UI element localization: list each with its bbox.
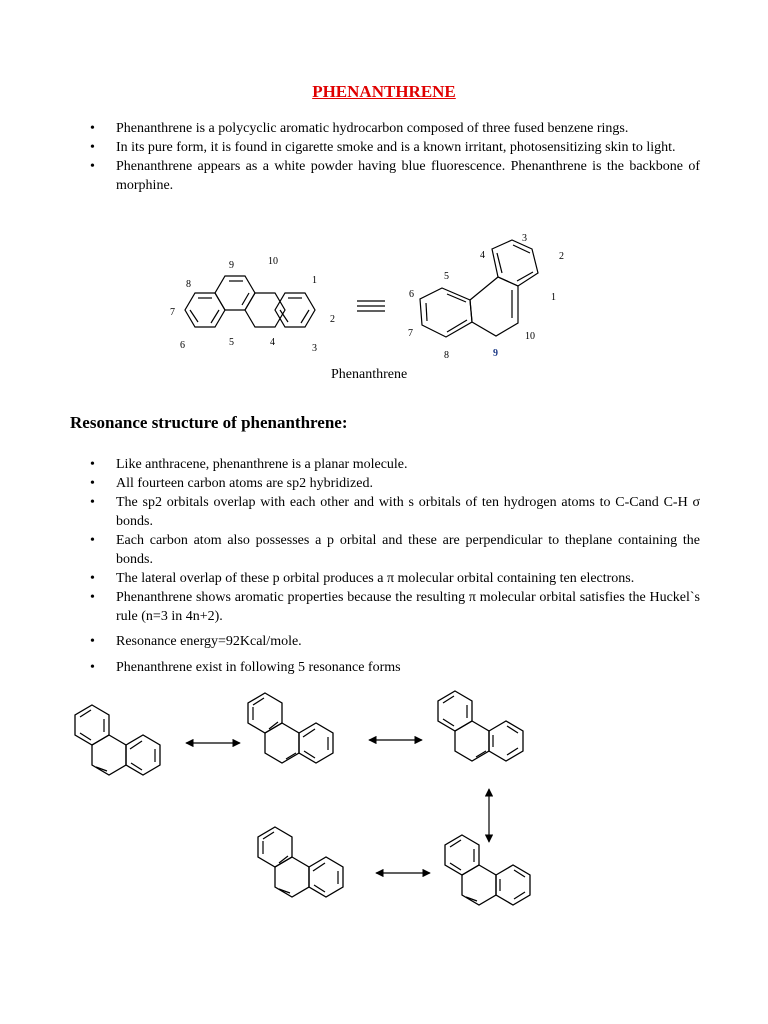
left-label-7: 7: [170, 307, 175, 318]
list-item: • All fourteen carbon atoms are sp2 hybridized.: [90, 474, 700, 493]
list-item: • Phenanthrene is a polycyclic aromatic hydrocarbon composed of three fused benzene rings.: [90, 119, 700, 138]
right-label-6: 6: [409, 289, 414, 300]
right-label-10: 10: [525, 331, 535, 342]
list-item: • The lateral overlap of these p orbital produces a π molecular orbital containing ten electrons.: [90, 569, 700, 588]
list-item: • Like anthracene, phenanthrene is a planar molecule.: [90, 455, 700, 474]
right-label-2: 2: [559, 251, 564, 262]
figure-caption: Phenanthrene: [331, 367, 408, 382]
left-label-6: 6: [180, 340, 185, 351]
left-label-4: 4: [270, 337, 275, 348]
resonance-form-2: [248, 693, 333, 763]
right-label-1: 1: [551, 292, 556, 303]
left-label-8: 8: [186, 279, 191, 290]
list-item: • Each carbon atom also possesses a p orbital and these are perpendicular to theplane containing the bonds.: [90, 531, 700, 569]
resonance-form-5: [445, 835, 530, 905]
list-item: • Phenanthrene appears as a white powder having blue fluorescence. Phenanthrene is the backbone of morphine.: [90, 157, 700, 195]
left-label-2: 2: [330, 314, 335, 325]
page-title: PHENANTHRENE: [312, 82, 456, 101]
left-label-1: 1: [312, 275, 317, 286]
right-label-5: 5: [444, 271, 449, 282]
list-item: • The sp2 orbitals overlap with each other and with s orbitals of ten hydrogen atoms to C-Cand C-H σ bonds.: [90, 493, 700, 531]
list-item: • In its pure form, it is found in cigarette smoke and is a known irritant, photosensitizing skin to light.: [90, 138, 700, 157]
resonance-form-4: [258, 827, 343, 897]
right-label-4: 4: [480, 250, 485, 261]
list-item: • Phenanthrene exist in following 5 resonance forms: [90, 658, 700, 677]
right-label-9: 9: [493, 348, 498, 359]
right-label-8: 8: [444, 350, 449, 361]
resonance-form-3: [438, 691, 523, 761]
left-label-10: 10: [268, 256, 278, 267]
list-item: • Phenanthrene shows aromatic properties because the resulting π molecular orbital satisfies the Huckel`s rule (n=3 in 4n+2).: [90, 588, 700, 626]
left-label-9: 9: [229, 260, 234, 271]
left-label-3: 3: [312, 343, 317, 354]
right-label-7: 7: [408, 328, 413, 339]
right-label-3: 3: [522, 233, 527, 244]
section-heading: Resonance structure of phenanthrene:: [70, 413, 348, 432]
resonance-form-1: [75, 705, 160, 775]
left-label-5: 5: [229, 337, 234, 348]
list-item: • Resonance energy=92Kcal/mole.: [90, 632, 700, 651]
